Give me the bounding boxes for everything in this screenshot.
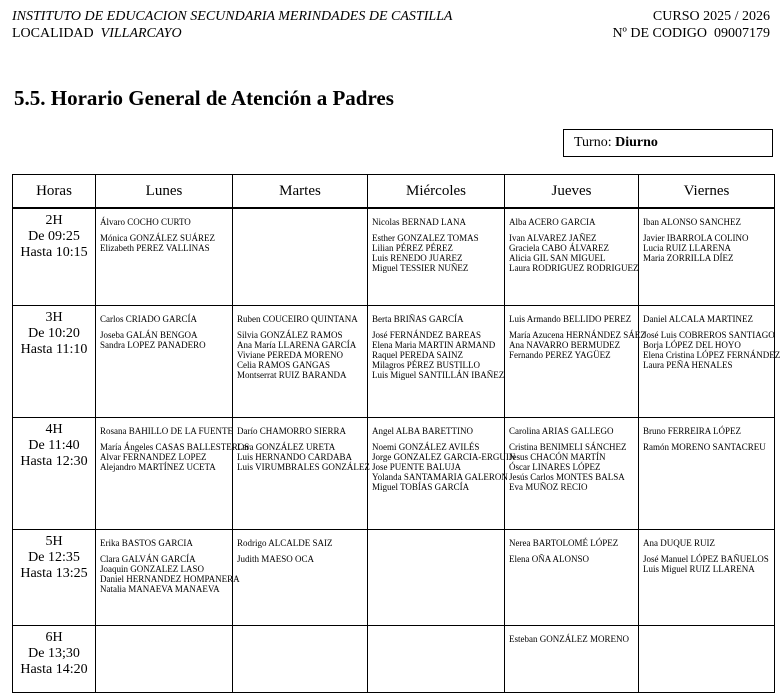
institute-name: INSTITUTO DE EDUCACION SECUNDARIA MERINDADES DE CASTILLA (12, 9, 453, 24)
teacher-name: Cristina BENIMELI SÁNCHEZ (509, 442, 627, 452)
teacher-name: Alicia GIL SAN MIGUEL (509, 253, 606, 263)
teacher-name: Laura PEÑA HENALES (643, 360, 733, 370)
teacher-name: Luis HERNANDO CARDABA (237, 452, 353, 462)
day-cell-viernes (639, 626, 775, 693)
teacher-name: María Azucena HERNÁNDEZ SÁEZ (509, 330, 646, 340)
teacher-name: Luis VIRUMBRALES GONZÁLEZ (237, 462, 370, 472)
hour-cell (13, 306, 96, 418)
col-header-martes: Martes (233, 175, 368, 209)
course-year: CURSO 2025 / 2026 (652, 9, 770, 24)
teacher-name: Elena OÑA ALONSO (509, 554, 589, 564)
teacher-name: Elena Maria MARTIN ARMAND (372, 340, 496, 350)
table-row (13, 530, 775, 626)
teacher-name: Angel ALBA BARETTINO (372, 426, 473, 436)
teacher-name: Clara GALVÁN GARCÍA (100, 554, 196, 564)
day-cell-lunes (96, 306, 233, 418)
schedule-table (12, 174, 780, 693)
hour-cell (13, 626, 96, 693)
teacher-name: Darío CHAMORRO SIERRA (237, 426, 347, 436)
code-line (612, 25, 770, 42)
day-cell-viernes (639, 306, 780, 418)
day-cell-lunes (96, 208, 233, 306)
teacher-name: Esther GONZALEZ TOMAS (372, 233, 479, 243)
col-header-horas: Horas (13, 175, 96, 209)
turno-label: Turno: (574, 135, 612, 150)
col-header-lunes: Lunes (96, 175, 233, 209)
institute-header (12, 8, 453, 42)
teacher-name: Luis Miguel RUIZ LLARENA (643, 564, 755, 574)
day-cell-martes (233, 418, 368, 530)
teacher-name: Eva MUÑOZ RECIO (509, 482, 588, 492)
day-cell-martes (233, 626, 368, 693)
start-time: De 12:35 (28, 550, 80, 565)
day-cell-martes (233, 306, 368, 418)
day-cell-miercoles (368, 626, 505, 693)
code-label: Nº DE CODIGO (612, 26, 707, 41)
period-label: 3H (45, 310, 63, 325)
day-cell-lunes (96, 626, 233, 693)
teacher-name: José FERNÁNDEZ BAREAS (372, 330, 482, 340)
teacher-name: Maria ZORRILLA DÍEZ (643, 253, 734, 263)
teacher-name: Celia RAMOS GANGAS (237, 360, 331, 370)
teacher-name: José Manuel LÓPEZ BAÑUELOS (643, 554, 769, 564)
teacher-name: Miguel TESSIER NUÑEZ (372, 263, 469, 273)
teacher-name: María Ángeles CASAS BALLESTEROS (100, 442, 250, 452)
col-header-miercoles: Miércoles (368, 175, 505, 209)
teacher-name: Lucia RUIZ LLARENA (643, 243, 731, 253)
end-time: Hasta 11:10 (20, 342, 88, 357)
teacher-name: Raquel PEREDA SAINZ (372, 350, 463, 360)
course-header (612, 8, 770, 42)
col-header-jueves: Jueves (505, 175, 639, 209)
day-cell-viernes (639, 418, 775, 530)
day-cell-miercoles (368, 530, 505, 626)
teacher-name: Joaquin GONZALEZ LASO (100, 564, 204, 574)
teacher-name: Lara GONZÁLEZ URETA (237, 442, 336, 452)
table-row (13, 626, 775, 693)
hour-cell (13, 530, 96, 626)
teacher-name: Carolina ARIAS GALLEGO (509, 426, 614, 436)
teacher-name: Daniel ALCALA MARTINEZ (643, 314, 753, 324)
teacher-name: Javier IBARROLA COLINO (643, 233, 749, 243)
teacher-name: Esteban GONZÁLEZ MORENO (509, 634, 629, 644)
schedule-body (13, 208, 780, 693)
teacher-name: Óscar LINARES LÓPEZ (509, 462, 601, 472)
day-cell-jueves (505, 530, 639, 626)
day-cell-jueves (505, 626, 639, 693)
teacher-name: Natalia MANAEVA MANAEVA (100, 584, 220, 594)
header-row (13, 175, 775, 209)
teacher-name: Ivan ALVAREZ JAÑEZ (509, 233, 597, 243)
start-time: De 09:25 (28, 229, 80, 244)
start-time: De 13;30 (28, 646, 80, 661)
teacher-name: Laura RODRIGUEZ RODRIGUEZ (509, 263, 639, 273)
day-cell-jueves (505, 418, 639, 530)
locality-label: LOCALIDAD (12, 26, 94, 41)
teacher-name: Noemi GONZÁLEZ AVILÉS (372, 442, 480, 452)
start-time: De 10:20 (28, 326, 80, 341)
teacher-name: Luis RENEDO JUAREZ (372, 253, 463, 263)
page-title: 5.5. Horario General de Atención a Padres (14, 86, 394, 110)
teacher-name: Ruben COUCEIRO QUINTANA (237, 314, 358, 324)
day-cell-martes (233, 208, 368, 306)
teacher-name: Alba ACERO GARCIA (509, 217, 596, 227)
day-cell-lunes (96, 418, 250, 530)
day-cell-miercoles (368, 208, 505, 306)
teacher-name: Bruno FERREIRA LÓPEZ (643, 426, 742, 436)
end-time: Hasta 14:20 (20, 662, 88, 677)
teacher-name: Milagros PÉREZ BUSTILLO (372, 360, 480, 370)
teacher-name: Berta BRIÑAS GARCÍA (372, 314, 464, 324)
teacher-name: Sandra LOPEZ PANADERO (100, 340, 206, 350)
teacher-name: Luis Miguel SANTILLÁN IBAÑEZ (372, 370, 505, 380)
day-cell-miercoles (368, 306, 505, 418)
period-label: 2H (45, 213, 63, 228)
teacher-name: Elizabeth PEREZ VALLINAS (100, 243, 210, 253)
day-cell-viernes (639, 530, 775, 626)
teacher-name: Mónica GONZÁLEZ SUÁREZ (100, 233, 215, 243)
teacher-name: Alvar FERNANDEZ LOPEZ (100, 452, 207, 462)
teacher-name: Jesus CHACÓN MARTÍN (509, 452, 606, 462)
period-label: 4H (45, 422, 63, 437)
teacher-name: Nicolas BERNAD LANA (372, 217, 466, 227)
teacher-name: Silvia GONZÁLEZ RAMOS (237, 330, 343, 340)
teacher-name: Miguel TOBÍAS GARCÍA (372, 482, 470, 492)
teacher-name: Álvaro COCHO CURTO (100, 217, 191, 227)
end-time: Hasta 12:30 (20, 454, 88, 469)
teacher-name: Rosana BAHILLO DE LA FUENTE (100, 426, 233, 436)
teacher-name: Joseba GALÁN BENGOA (100, 330, 198, 340)
period-label: 6H (45, 630, 63, 645)
teacher-name: Lilian PÉREZ PÉREZ (372, 243, 453, 253)
table-row (13, 306, 775, 418)
teacher-name: Fernando PEREZ YAGÜEZ (509, 350, 611, 360)
day-cell-viernes (639, 208, 775, 306)
start-time: De 11:40 (28, 438, 80, 453)
turno-value: Diurno (615, 135, 658, 150)
teacher-name: Ana María LLARENA GARCÍA (237, 340, 357, 350)
day-cell-miercoles (368, 418, 516, 530)
teacher-name: Luis Armando BELLIDO PEREZ (509, 314, 632, 324)
teacher-name: Ana NAVARRO BERMUDEZ (509, 340, 621, 350)
teacher-name: Alejandro MARTÍNEZ UCETA (100, 462, 216, 472)
teacher-name: Montserrat RUIZ BARANDA (237, 370, 347, 380)
day-cell-jueves (505, 208, 639, 306)
day-cell-jueves (505, 306, 646, 418)
turno-box (563, 129, 773, 157)
teacher-name: Jesús Carlos MONTES BALSA (509, 472, 625, 482)
locality-value: VILLARCAYO (100, 26, 182, 41)
col-header-viernes: Viernes (639, 175, 775, 209)
teacher-name: Nerea BARTOLOMÉ LÓPEZ (509, 538, 619, 548)
teacher-name: Borja LÓPEZ DEL HOYO (643, 340, 741, 350)
period-label: 5H (45, 534, 63, 549)
teacher-name: Viviane PEREDA MORENO (237, 350, 343, 360)
teacher-name: Graciela CABO ÁLVAREZ (509, 243, 609, 253)
hour-cell (13, 418, 96, 530)
locality-line (12, 25, 453, 42)
teacher-name: Carlos CRIADO GARCÍA (100, 314, 198, 324)
table-row (13, 418, 775, 530)
teacher-name: Jorge GONZALEZ GARCIA-ERGUIN (372, 452, 516, 462)
code-value: 09007179 (714, 26, 770, 41)
day-cell-martes (233, 530, 368, 626)
end-time: Hasta 10:15 (20, 245, 88, 260)
day-cell-lunes (96, 530, 240, 626)
teacher-name: Ramón MORENO SANTACREU (643, 442, 766, 452)
hour-cell (13, 208, 96, 306)
teacher-name: Yolanda SANTAMARIA GALERON (372, 472, 508, 482)
teacher-name: Judith MAESO OCA (237, 554, 315, 564)
teacher-name: Iban ALONSO SANCHEZ (643, 217, 741, 227)
teacher-name: Daniel HERNANDEZ HOMPANERA (100, 574, 240, 584)
teacher-name: Ana DUQUE RUIZ (643, 538, 715, 548)
teacher-name: José Luis COBREROS SANTIAGO (643, 330, 775, 340)
teacher-name: Elena Cristina LÓPEZ FERNÁNDEZ (643, 350, 780, 360)
end-time: Hasta 13:25 (20, 566, 88, 581)
teacher-name: Rodrigo ALCALDE SAIZ (237, 538, 333, 548)
table-row (13, 208, 775, 306)
teacher-name: Erika BASTOS GARCIA (100, 538, 193, 548)
teacher-name: Jose PUENTE BALUJA (372, 462, 461, 472)
